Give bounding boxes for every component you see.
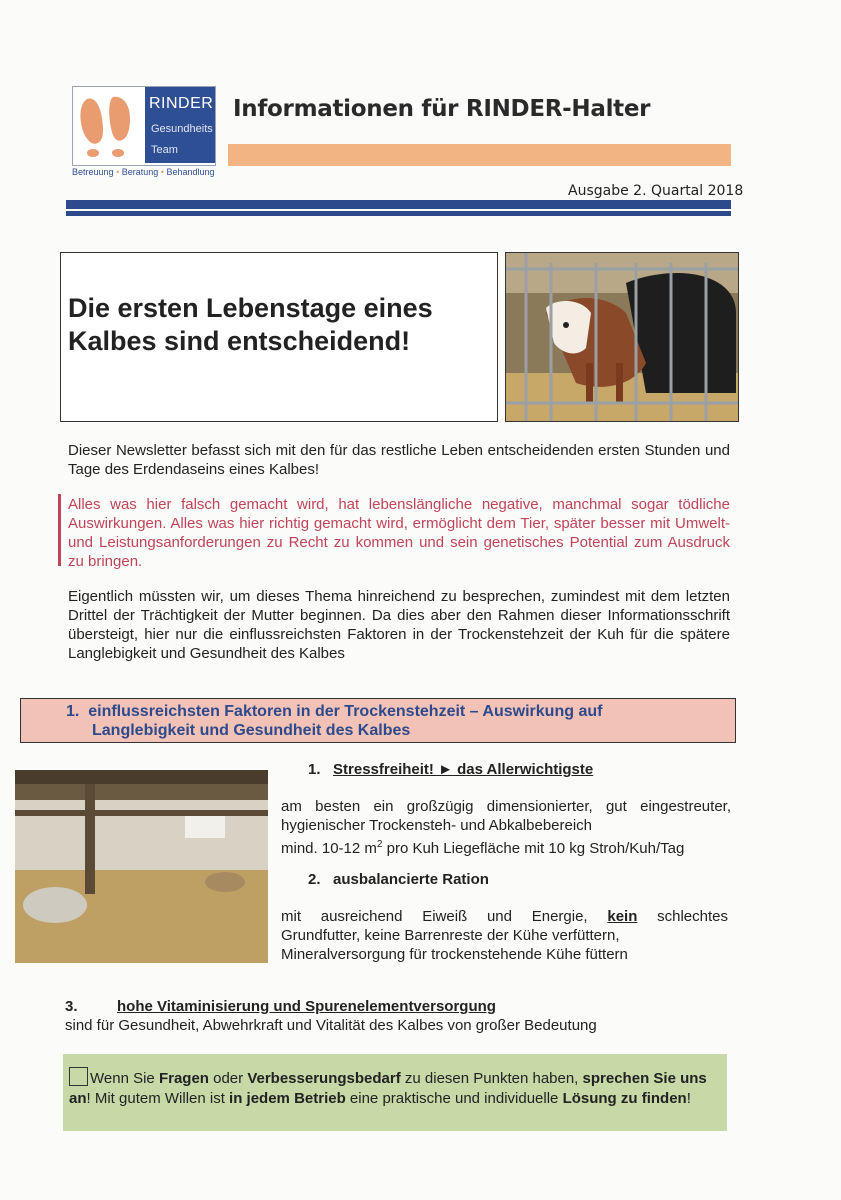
callout-text: Wenn Sie Fragen oder Verbesserungsbedarf zu diesen Punkten haben, sprechen Sie uns an! Mit gutem Willen ist in jedem Betrieb eine praktische und individuelle Lösung zu finden! — [69, 1067, 723, 1109]
warning-paragraph: Alles was hier falsch gemacht wird, hat lebenslängliche negative, manchmal sogar tödliche Auswirkungen. Alles was hier richtig gemacht wird, ermöglicht dem Tier, später besser mit Umwelt- und Leistungsanforderungen zu Recht zu kommen und sein genetisches Potential zum Ausdruck zu bringen. — [68, 496, 730, 570]
section-title-line-2: Langlebigkeit und Gesundheit des Kalbes — [92, 722, 411, 739]
contact-callout — [63, 1054, 727, 1131]
logo-brand: RINDER — [149, 95, 214, 112]
section-title-line-1: einflussreichsten Faktoren in der Trockenstehzeit – Auswirkung auf — [88, 703, 603, 720]
item-2-line: Mineralversorgung für trockenstehende Kühe füttern — [281, 946, 628, 963]
page-title: Informationen für RINDER-Halter — [233, 96, 651, 122]
item-1-line: am besten ein großzügig dimensionierter, gut eingestreuter, — [281, 798, 731, 815]
item-3-number: 3. — [65, 998, 78, 1015]
tagline-item: Betreuung — [72, 167, 114, 177]
header-divider-thin — [66, 211, 731, 216]
issue-label: Ausgabe 2. Quartal 2018 — [568, 183, 744, 199]
warning-marker — [58, 494, 61, 566]
logo-sub-1: Gesundheits — [151, 123, 213, 135]
item-2-title: ausbalancierte Ration — [333, 871, 489, 888]
item-1-title: Stressfreiheit! ► das Allerwichtigste — [333, 761, 594, 778]
tagline-item: Behandlung — [166, 167, 215, 177]
section-number: 1. — [66, 703, 80, 720]
item-1-body — [281, 797, 731, 858]
item-3-heading — [65, 998, 496, 1015]
barn-photo — [15, 770, 268, 963]
item-2-line: Grundfutter, keine Barrenreste der Kühe verfüttern, — [281, 927, 620, 944]
item-2-heading — [308, 871, 489, 888]
header-accent-bar — [228, 144, 731, 166]
logo — [72, 86, 216, 166]
logo-tagline: Betreuung • Beratung • Behandlung — [72, 167, 215, 177]
intro-paragraph: Dieser Newsletter befasst sich mit den für das restliche Leben entscheidenden ersten Stunden und Tage des Erdendaseins eines Kalbes! — [68, 442, 730, 478]
item-1-heading — [308, 761, 593, 778]
item-1-line: mind. 10-12 $m^2$ pro Kuh Liegefläche mit 10 kg Stroh/Kuh/Tag — [281, 839, 685, 857]
headline — [68, 292, 488, 358]
calf-photo — [505, 252, 739, 422]
item-2-body — [281, 907, 728, 964]
body-paragraph: Eigentlich müssten wir, um dieses Thema hinreichend zu besprechen, zumindest mit dem letzten Drittel der Trächtigkeit der Mutter beginnen. Da dies aber den Rahmen dieser Informationsschrift übersteigt, hier nur die einflussreichsten Faktoren in der Trockenstehzeit der Kuh für die spätere Langlebigkeit und Gesundheit des Kalbes — [68, 588, 730, 662]
headline-line-2: Kalbes sind entscheidend! — [68, 326, 411, 356]
header-divider — [66, 200, 731, 209]
item-1-number: 1. — [308, 761, 321, 778]
headline-line-1: Die ersten Lebenstage eines — [68, 293, 433, 323]
section-header — [20, 698, 736, 743]
item-3-title: hohe Vitaminisierung und Spurenelementversorgung — [117, 998, 496, 1015]
item-1-line: hygienischer Trockensteh- und Abkalbebereich — [281, 817, 593, 834]
item-2-line: mit ausreichend Eiweiß und Energie, kein schlechtes — [281, 908, 728, 925]
section-title — [66, 702, 602, 740]
item-3-body: sind für Gesundheit, Abwehrkraft und Vitalität des Kalbes von großer Bedeutung — [65, 1017, 597, 1034]
item-2-number: 2. — [308, 871, 321, 888]
logo-sub-2: Team — [151, 144, 178, 156]
hoof-print-icon — [73, 87, 145, 163]
tagline-item: Beratung — [121, 167, 159, 177]
checkbox-icon — [69, 1067, 88, 1086]
